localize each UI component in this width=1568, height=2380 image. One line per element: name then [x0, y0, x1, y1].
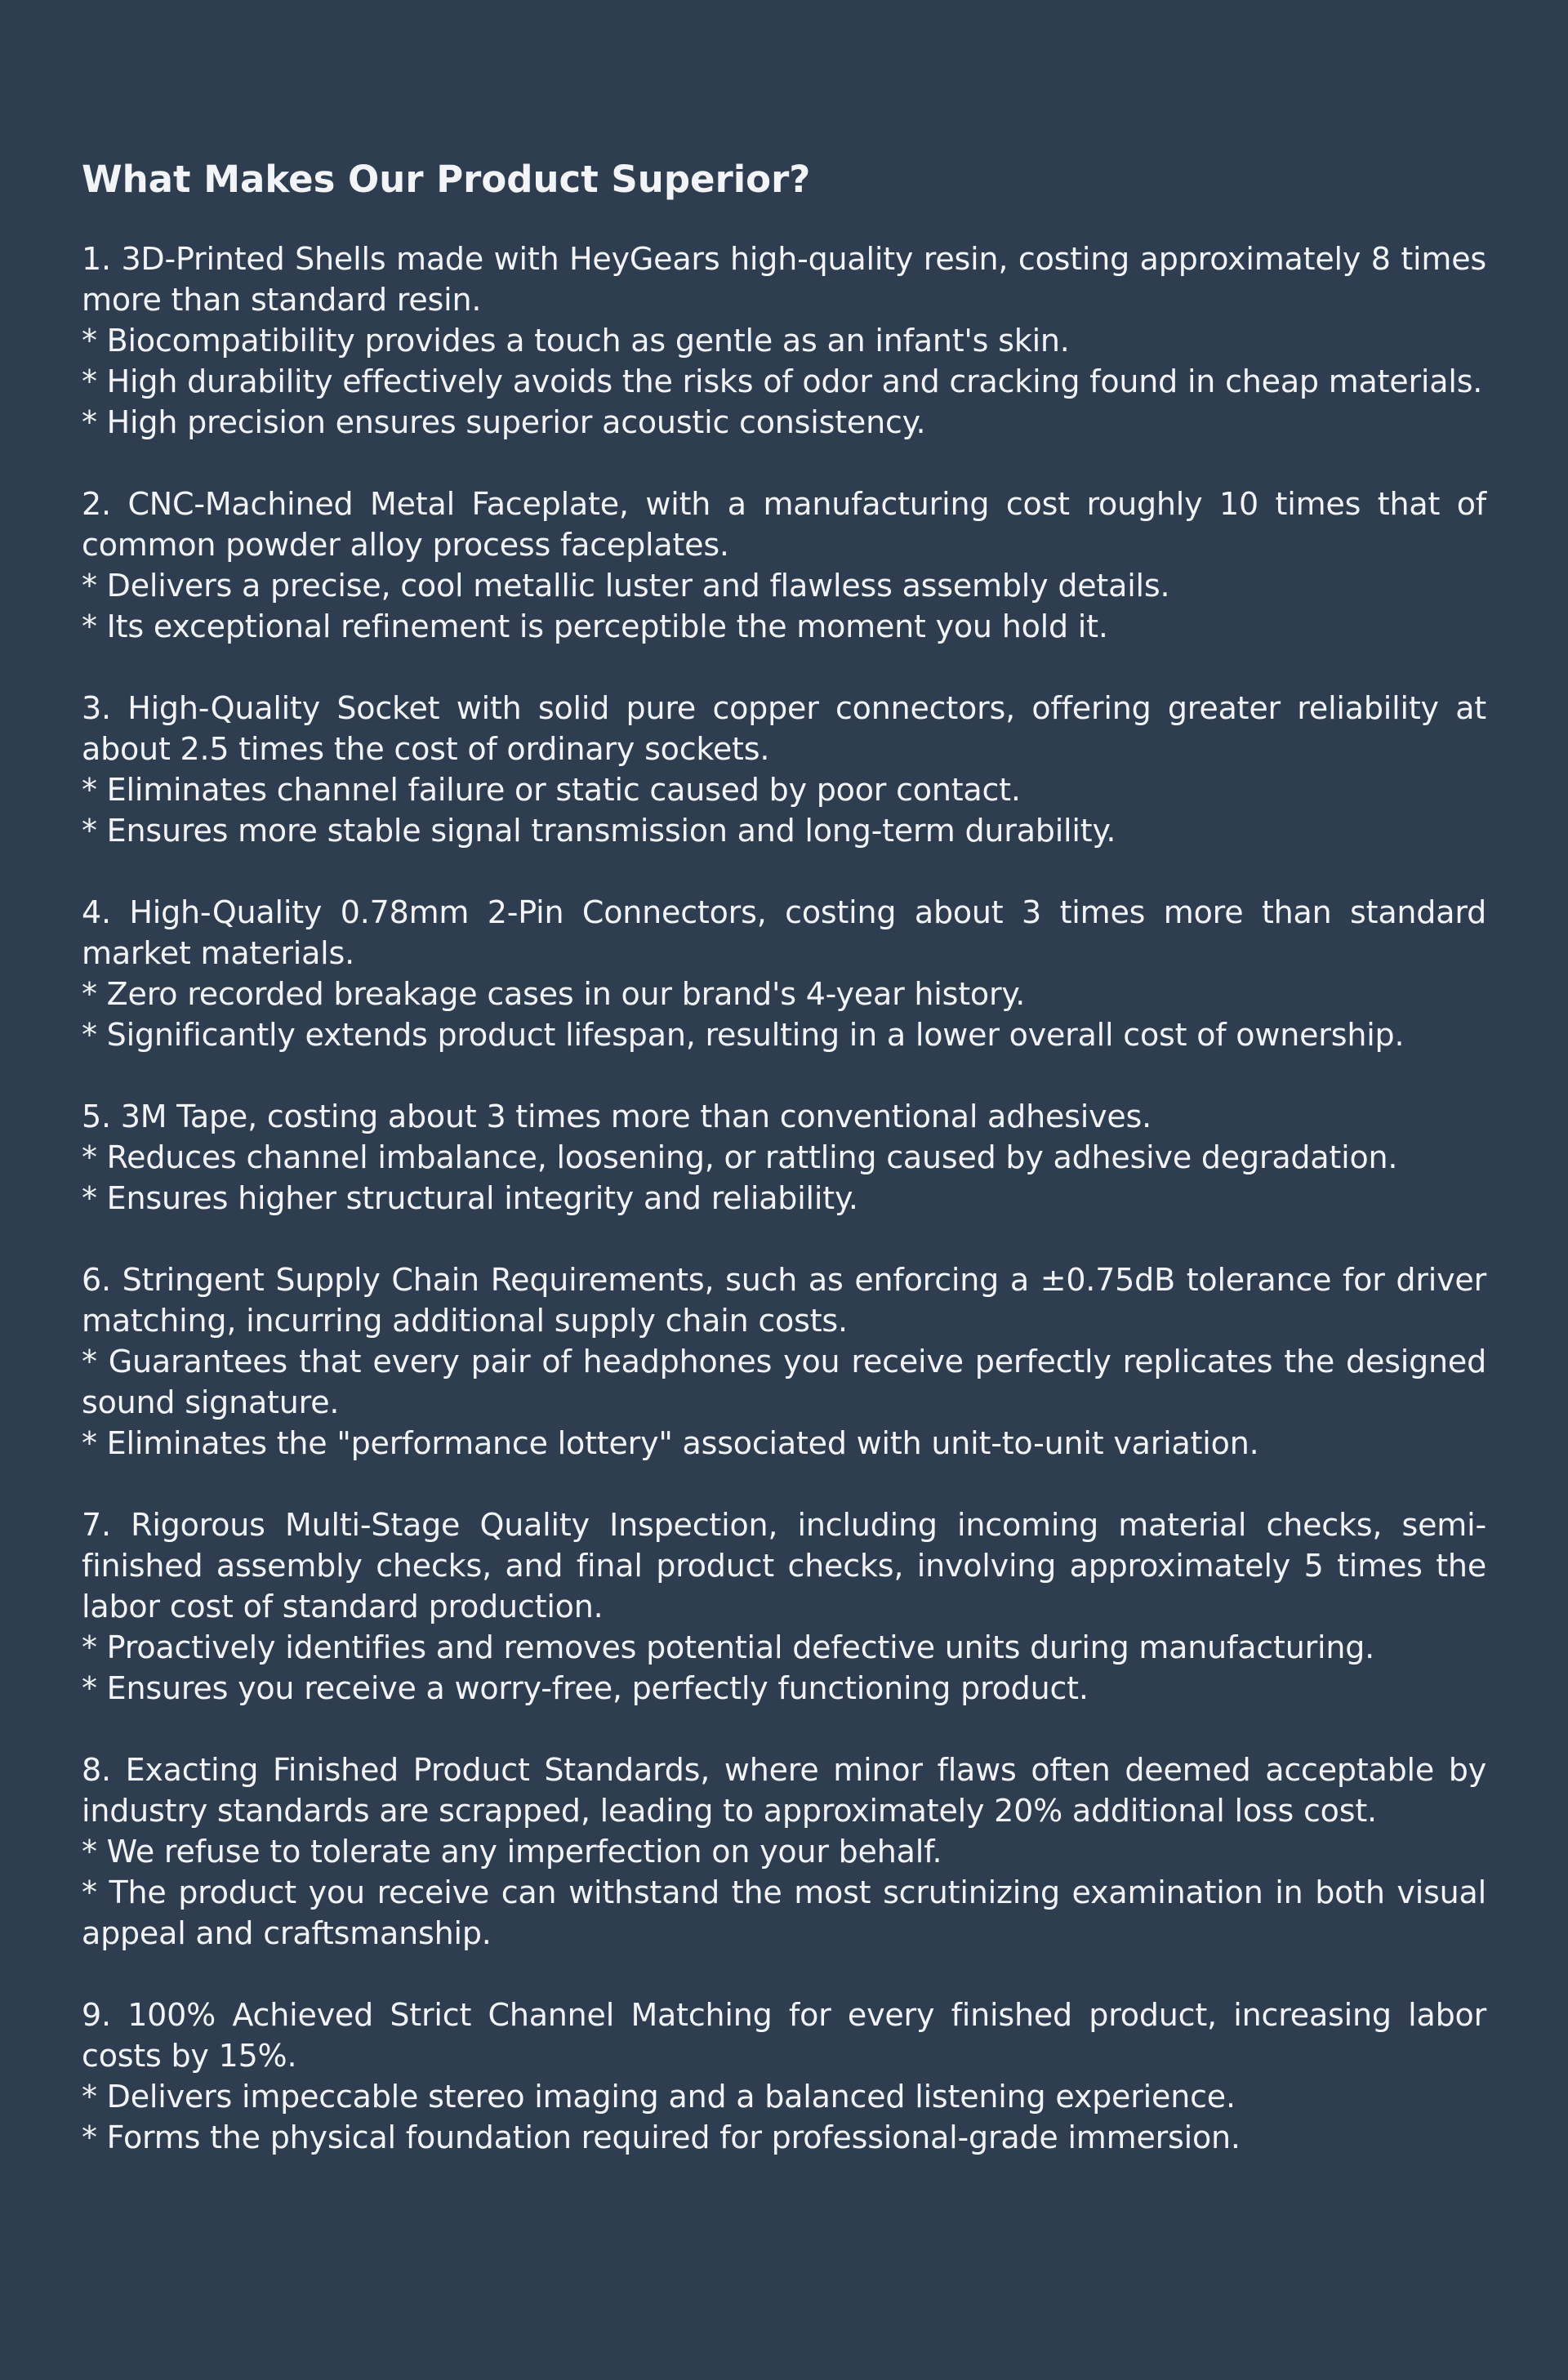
section-4-bullet-2: * Significantly extends product lifespan, resulting in a lower overall cost of ownership. [82, 1017, 1405, 1053]
section-2 [82, 484, 1486, 647]
section-5 [82, 1096, 1486, 1219]
section-8-bullet-1: * We refuse to tolerate any imperfection on your behalf. [82, 1834, 942, 1870]
section-2-bullet-2: * Its exceptional refinement is perceptible the moment you hold it. [82, 608, 1108, 644]
section-8-heading: 8. Exacting Finished Product Standards, where minor flaws often deemed acceptable by industry standards are scrapped, leading to approximately 20% additional loss cost. [82, 1752, 1486, 1829]
section-6-bullet-1: * Guarantees that every pair of headphones you receive perfectly replicates the designed sound signature. [82, 1344, 1486, 1420]
section-4 [82, 892, 1486, 1055]
section-5-bullet-2: * Ensures higher structural integrity and reliability. [82, 1180, 858, 1216]
section-9 [82, 1994, 1486, 2158]
section-2-bullet-1: * Delivers a precise, cool metallic luster and flawless assembly details. [82, 568, 1170, 604]
section-5-bullet-1: * Reduces channel imbalance, loosening, or rattling caused by adhesive degradation. [82, 1139, 1398, 1175]
document-title: What Makes Our Product Superior? [82, 158, 811, 201]
section-9-bullet-1: * Delivers impeccable stereo imaging and a balanced listening experience. [82, 2079, 1236, 2115]
section-2-heading: 2. CNC-Machined Metal Faceplate, with a manufacturing cost roughly 10 times that of common powder alloy process faceplates. [82, 486, 1486, 563]
section-4-heading: 4. High-Quality 0.78mm 2-Pin Connectors, costing about 3 times more than standard market materials. [82, 894, 1486, 971]
section-8-bullet-2: * The product you receive can withstand the most scrutinizing examination in both visual appeal and craftsmanship. [82, 1874, 1486, 1951]
section-1-bullet-3: * High precision ensures superior acoustic consistency. [82, 404, 926, 440]
section-1-bullet-2: * High durability effectively avoids the risks of odor and cracking found in cheap materials. [82, 363, 1483, 399]
section-9-heading: 9. 100% Achieved Strict Channel Matching for every finished product, increasing labor costs by 15%. [82, 1997, 1486, 2074]
section-3-bullet-1: * Eliminates channel failure or static caused by poor contact. [82, 772, 1021, 808]
section-1-heading: 1. 3D-Printed Shells made with HeyGears high-quality resin, costing approximately 8 times more than standard resin. [82, 241, 1486, 318]
section-9-bullet-2: * Forms the physical foundation required for professional-grade immersion. [82, 2119, 1241, 2155]
section-7 [82, 1504, 1486, 1709]
section-3-bullet-2: * Ensures more stable signal transmission and long-term durability. [82, 813, 1116, 849]
section-6 [82, 1259, 1486, 1464]
section-3 [82, 688, 1486, 851]
section-5-heading: 5. 3M Tape, costing about 3 times more than conventional adhesives. [82, 1099, 1152, 1134]
section-3-heading: 3. High-Quality Socket with solid pure copper connectors, offering greater reliability at about 2.5 times the cost of ordinary sockets. [82, 690, 1486, 767]
section-7-heading: 7. Rigorous Multi-Stage Quality Inspection, including incoming material checks, semi-finished assembly checks, and final product checks, involving approximately 5 times the labor cost of standard production. [82, 1507, 1486, 1625]
section-6-heading: 6. Stringent Supply Chain Requirements, such as enforcing a ±0.75dB tolerance for driver matching, incurring additional supply chain costs. [82, 1262, 1486, 1339]
section-7-bullet-2: * Ensures you receive a worry-free, perfectly functioning product. [82, 1670, 1089, 1706]
section-7-bullet-1: * Proactively identifies and removes potential defective units during manufacturing. [82, 1629, 1375, 1665]
section-4-bullet-1: * Zero recorded breakage cases in our brand's 4-year history. [82, 976, 1026, 1012]
section-6-bullet-2: * Eliminates the "performance lottery" associated with unit-to-unit variation. [82, 1425, 1259, 1461]
section-8 [82, 1749, 1486, 1954]
section-1 [82, 238, 1486, 443]
section-1-bullet-1: * Biocompatibility provides a touch as gentle as an infant's skin. [82, 323, 1070, 359]
